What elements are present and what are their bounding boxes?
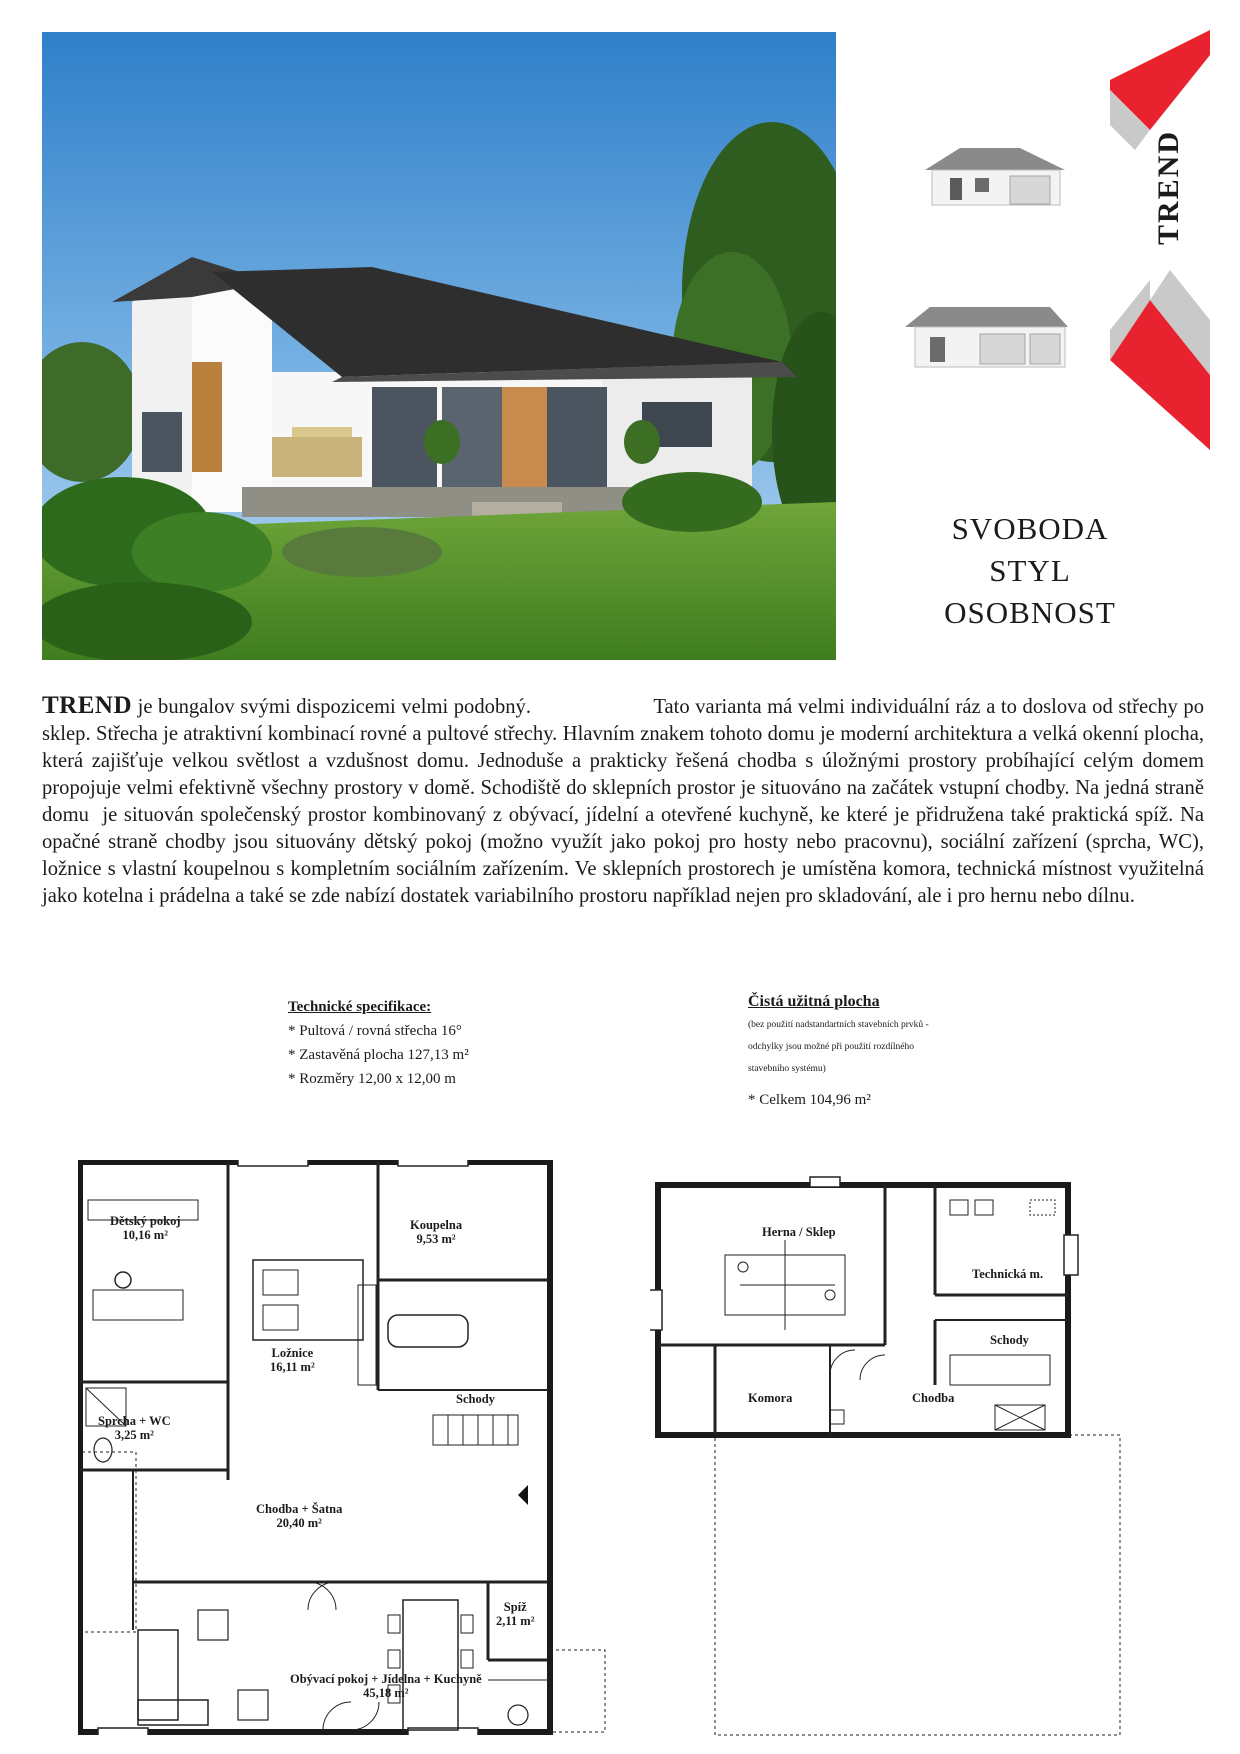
slogan-line-3: OSOBNOST <box>944 595 1116 630</box>
room-herna-sklep <box>762 1225 836 1239</box>
room-name: Obývací pokoj + Jídelna + Kuchyně <box>290 1672 482 1686</box>
brand-vertical-word: TREND <box>1152 129 1185 245</box>
room-area: 45,18 m² <box>363 1686 409 1700</box>
room-sprcha-wc <box>98 1414 171 1442</box>
room-technicka <box>972 1267 1043 1281</box>
room-name: Sprcha + WC <box>98 1414 171 1428</box>
technical-specs <box>288 995 469 1091</box>
room-name: Komora <box>748 1391 793 1405</box>
room-name: Chodba + Šatna <box>256 1502 343 1516</box>
room-chodba-satna <box>256 1502 342 1530</box>
room-detsky-pokoj <box>110 1214 181 1242</box>
room-schody <box>456 1392 495 1406</box>
intro-brand-word: TREND <box>42 692 133 719</box>
area-title: Čistá užitná plocha <box>748 993 880 1010</box>
house-thumbnail-front <box>920 140 1070 210</box>
spec-item-dimensions: * Rozměry 12,00 x 12,00 m <box>288 1071 456 1087</box>
room-name: Schody <box>990 1333 1029 1347</box>
room-area: 9,53 m² <box>416 1232 456 1246</box>
house-thumbnail-side <box>900 292 1070 372</box>
hero-house-photo <box>42 32 836 660</box>
slogan-line-2: STYL <box>989 553 1071 588</box>
area-note-3: stavebního systému) <box>748 1064 826 1074</box>
room-obyvaci-pokoj <box>290 1672 482 1700</box>
room-area: 16,11 m² <box>270 1360 315 1374</box>
room-area: 20,40 m² <box>276 1516 322 1530</box>
ground-floor-plan <box>78 1160 618 1735</box>
spec-item-roof: * Pultová / rovná střecha 16° <box>288 1023 462 1039</box>
intro-text: je bungalov svými dispozicemi velmi podobný. Tato varianta má velmi individuální ráz a to doslova od střechy po sklep. Střecha je atraktivní kombinací rovné a pultové střechy. Hlavním znakem tohoto domu je moderní architektura a velká okenní plocha, která zajišťuje velkou světlost a vzdušnost domu. Jednoduše a prakticky řešená chodba s úložnými prostory probíhající celým domem propojuje velmi efektivně všechny prostory v domě. Schodiště do sklepních prostor je situováno na začátek vstupní chodby. Na jedná straně domu je situován společenský prostor kombinovaný z obývací, jídelní a otevřené kuchyně, ke které je přidružena také praktická spíž. Na opačné straně chodby jsou situovány dětský pokoj (možno využít jako pokoj pro hosty nebo pracovnu), sociální zařízení (sprcha, WC), ložnice s vlastní koupelnou s kompletním sociálním zařízením. Ve sklepních prostorech je umístěna komora, technická místnost využitelná jako kotelna i prádelna a také se zde nabízí dostatek variabilního prostoru například nejen pro skladování, ale i pro hernu nebo dílnu. <box>42 696 1210 907</box>
room-komora <box>748 1391 792 1405</box>
spec-item-built-area: * Zastavěná plocha 127,13 m² <box>288 1047 469 1063</box>
room-name: Technická m. <box>972 1267 1044 1281</box>
room-schody-basement <box>990 1333 1029 1347</box>
slogan-line-1: SVOBODA <box>951 511 1109 546</box>
slogan <box>900 508 1160 634</box>
intro-paragraph <box>42 692 1210 910</box>
usable-area <box>748 992 978 1110</box>
room-area: 3,25 m² <box>114 1428 154 1442</box>
room-koupelna <box>410 1218 462 1246</box>
area-note-1: (bez použití nadstandartních stavebních prvků - <box>748 1020 929 1030</box>
room-spiz <box>496 1600 534 1628</box>
area-total: * Celkem 104,96 m² <box>748 1092 871 1108</box>
room-loznice <box>270 1346 315 1374</box>
specs-title: Technické specifikace: <box>288 999 432 1015</box>
room-name: Schody <box>456 1392 495 1406</box>
room-name: Dětský pokoj <box>110 1214 181 1228</box>
room-area: 10,16 m² <box>122 1228 168 1242</box>
room-name: Spíž <box>503 1600 527 1614</box>
room-name: Koupelna <box>410 1218 463 1232</box>
room-name: Ložnice <box>271 1346 314 1360</box>
room-area: 2,11 m² <box>496 1614 535 1628</box>
area-note-2: odchylky jsou možné při použití rozdílného <box>748 1042 914 1052</box>
room-chodba-basement <box>912 1391 954 1405</box>
basement-floor-plan <box>650 1155 1170 1750</box>
room-name: Chodba <box>912 1391 955 1405</box>
room-name: Herna / Sklep <box>762 1225 836 1239</box>
